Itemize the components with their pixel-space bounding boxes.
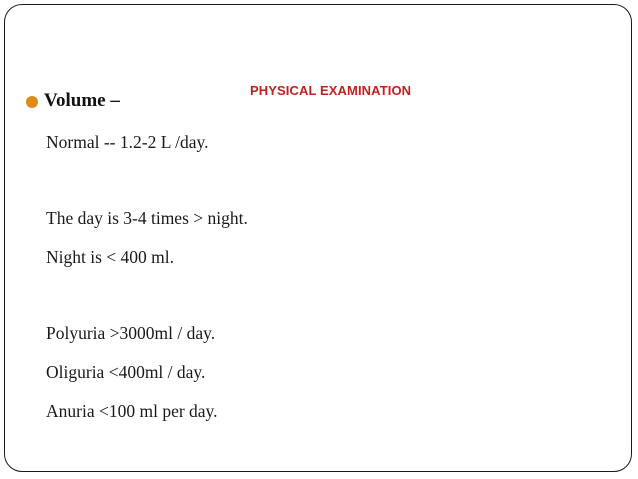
bullet-heading: Volume –: [44, 90, 120, 111]
bullet-dot-icon: [26, 96, 38, 108]
text-line-day-night: The day is 3-4 times > night.: [46, 208, 248, 228]
text-line-anuria: Anuria <100 ml per day.: [46, 401, 218, 421]
bullet-item: [26, 90, 120, 112]
text-line-oliguria: Oliguria <400ml / day.: [46, 362, 206, 382]
text-line-normal: Normal -- 1.2-2 L /day.: [46, 132, 209, 152]
text-line-polyuria: Polyuria >3000ml / day.: [46, 323, 216, 343]
slide-title: PHYSICAL EXAMINATION: [250, 83, 412, 98]
text-line-night: Night is < 400 ml.: [46, 247, 175, 267]
